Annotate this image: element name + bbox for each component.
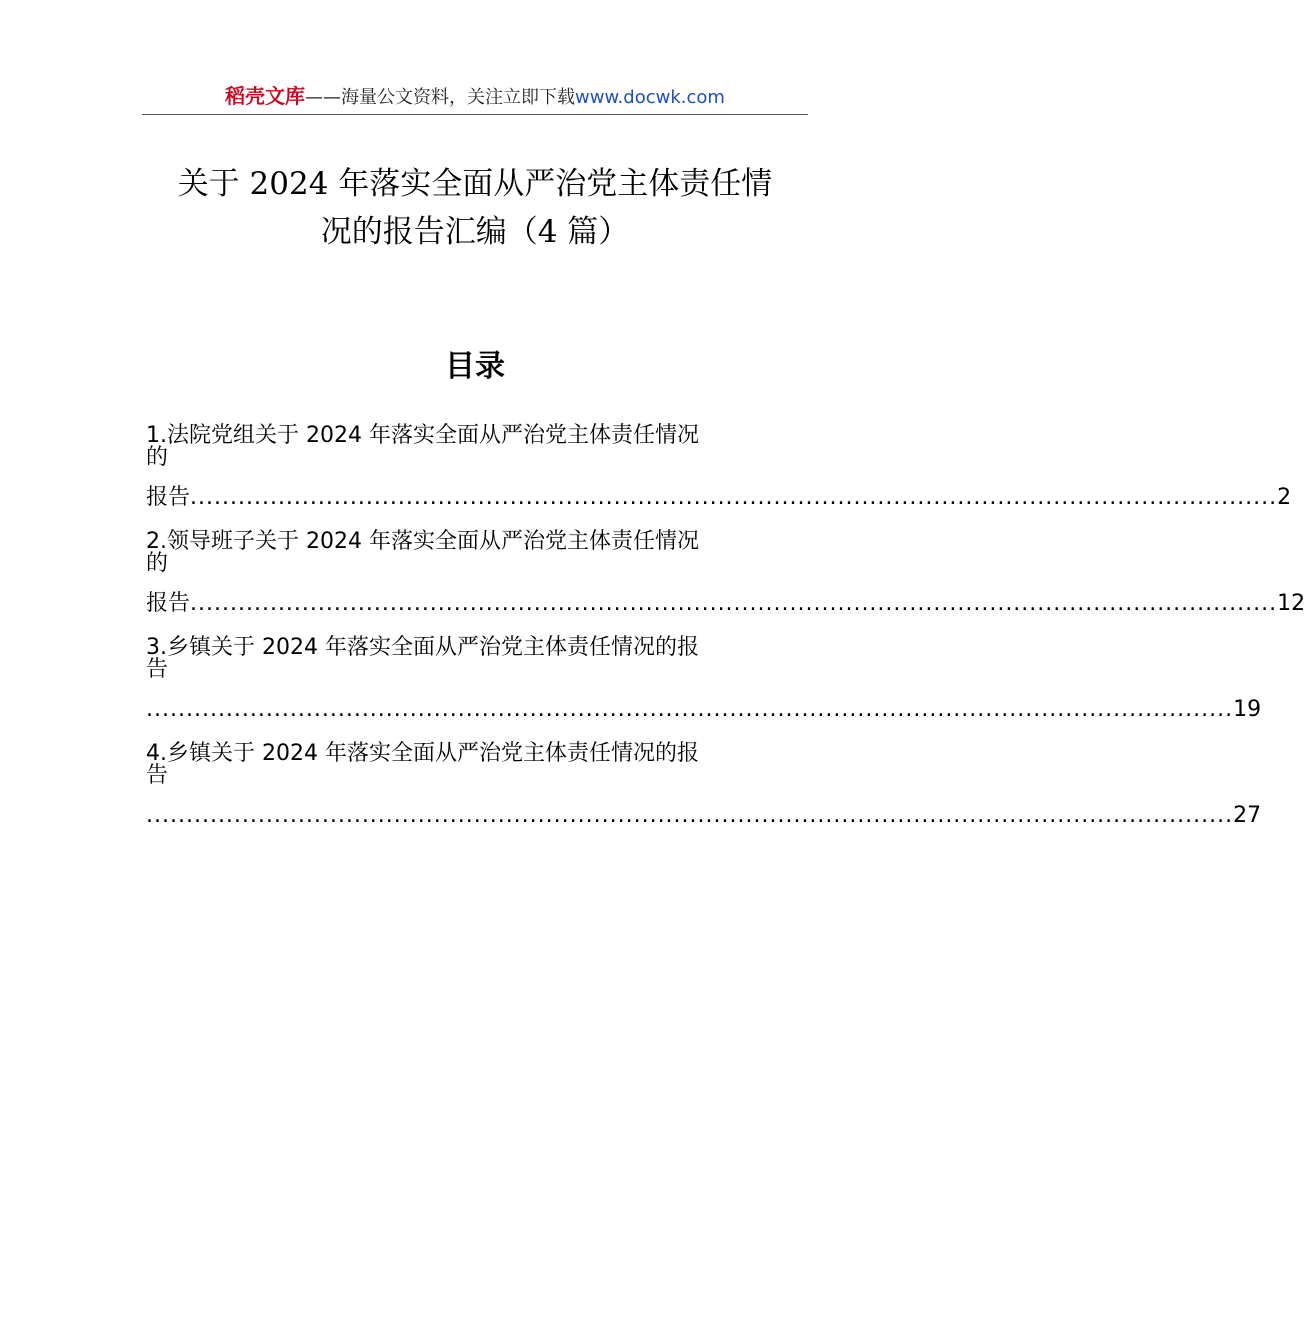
toc-entry-leader-line: [146, 588, 1305, 620]
toc-entry-title-wrap: 告: [146, 763, 169, 788]
toc-entry-title-wrap: 的: [146, 551, 169, 576]
toc-page-number: 12: [1277, 591, 1305, 616]
toc-page-number: 27: [1233, 803, 1262, 828]
toc-entry-title: 1.法院党组关于 2024 年落实全面从严治党主体责任情况: [146, 423, 699, 448]
toc-page-number: 2: [1277, 485, 1292, 510]
toc-entry[interactable]: [146, 526, 1305, 632]
toc-entry-title-wrap: 的: [146, 445, 169, 470]
toc-page-number: 19: [1233, 697, 1262, 722]
toc-entry-title: 2.领导班子关于 2024 年落实全面从严治党主体责任情况: [146, 529, 699, 554]
toc-entry-title-end: 报告: [146, 591, 191, 616]
toc-entry-leader-line: [146, 800, 1262, 832]
header-divider: [142, 114, 808, 115]
toc-heading: 目录: [445, 349, 505, 384]
site-link[interactable]: www.docwk.com: [575, 87, 725, 108]
toc-entry-title-end: 报告: [146, 485, 191, 510]
document-title: [142, 160, 808, 256]
header-slogan: ——海量公文资料，关注立即下载: [305, 87, 576, 108]
toc-dot-leader: ........................................................................................................................................: [146, 697, 1234, 722]
toc-entry[interactable]: [146, 738, 1262, 844]
toc-dot-leader: ........................................................................................................................................: [146, 803, 1234, 828]
toc-entry[interactable]: [146, 632, 1262, 738]
page-header: [142, 82, 808, 112]
table-of-contents: [146, 420, 1305, 844]
toc-entry-title: 4.乡镇关于 2024 年落实全面从严治党主体责任情况的报: [146, 741, 699, 766]
toc-entry-title: 3.乡镇关于 2024 年落实全面从严治党主体责任情况的报: [146, 635, 699, 660]
brand-logo-text: 稻壳文库: [225, 84, 306, 108]
title-line-2: 况的报告汇编（4 篇）: [320, 214, 630, 250]
title-line-1: 关于 2024 年落实全面从严治党主体责任情: [177, 166, 773, 202]
toc-dot-leader: ........................................................................................................................................: [190, 591, 1278, 616]
toc-dot-leader: ........................................................................................................................................: [190, 485, 1278, 510]
toc-entry-leader-line: [146, 694, 1262, 726]
toc-entry-leader-line: [146, 482, 1292, 514]
toc-entry[interactable]: [146, 420, 1292, 526]
toc-entry-title-wrap: 告: [146, 657, 169, 682]
